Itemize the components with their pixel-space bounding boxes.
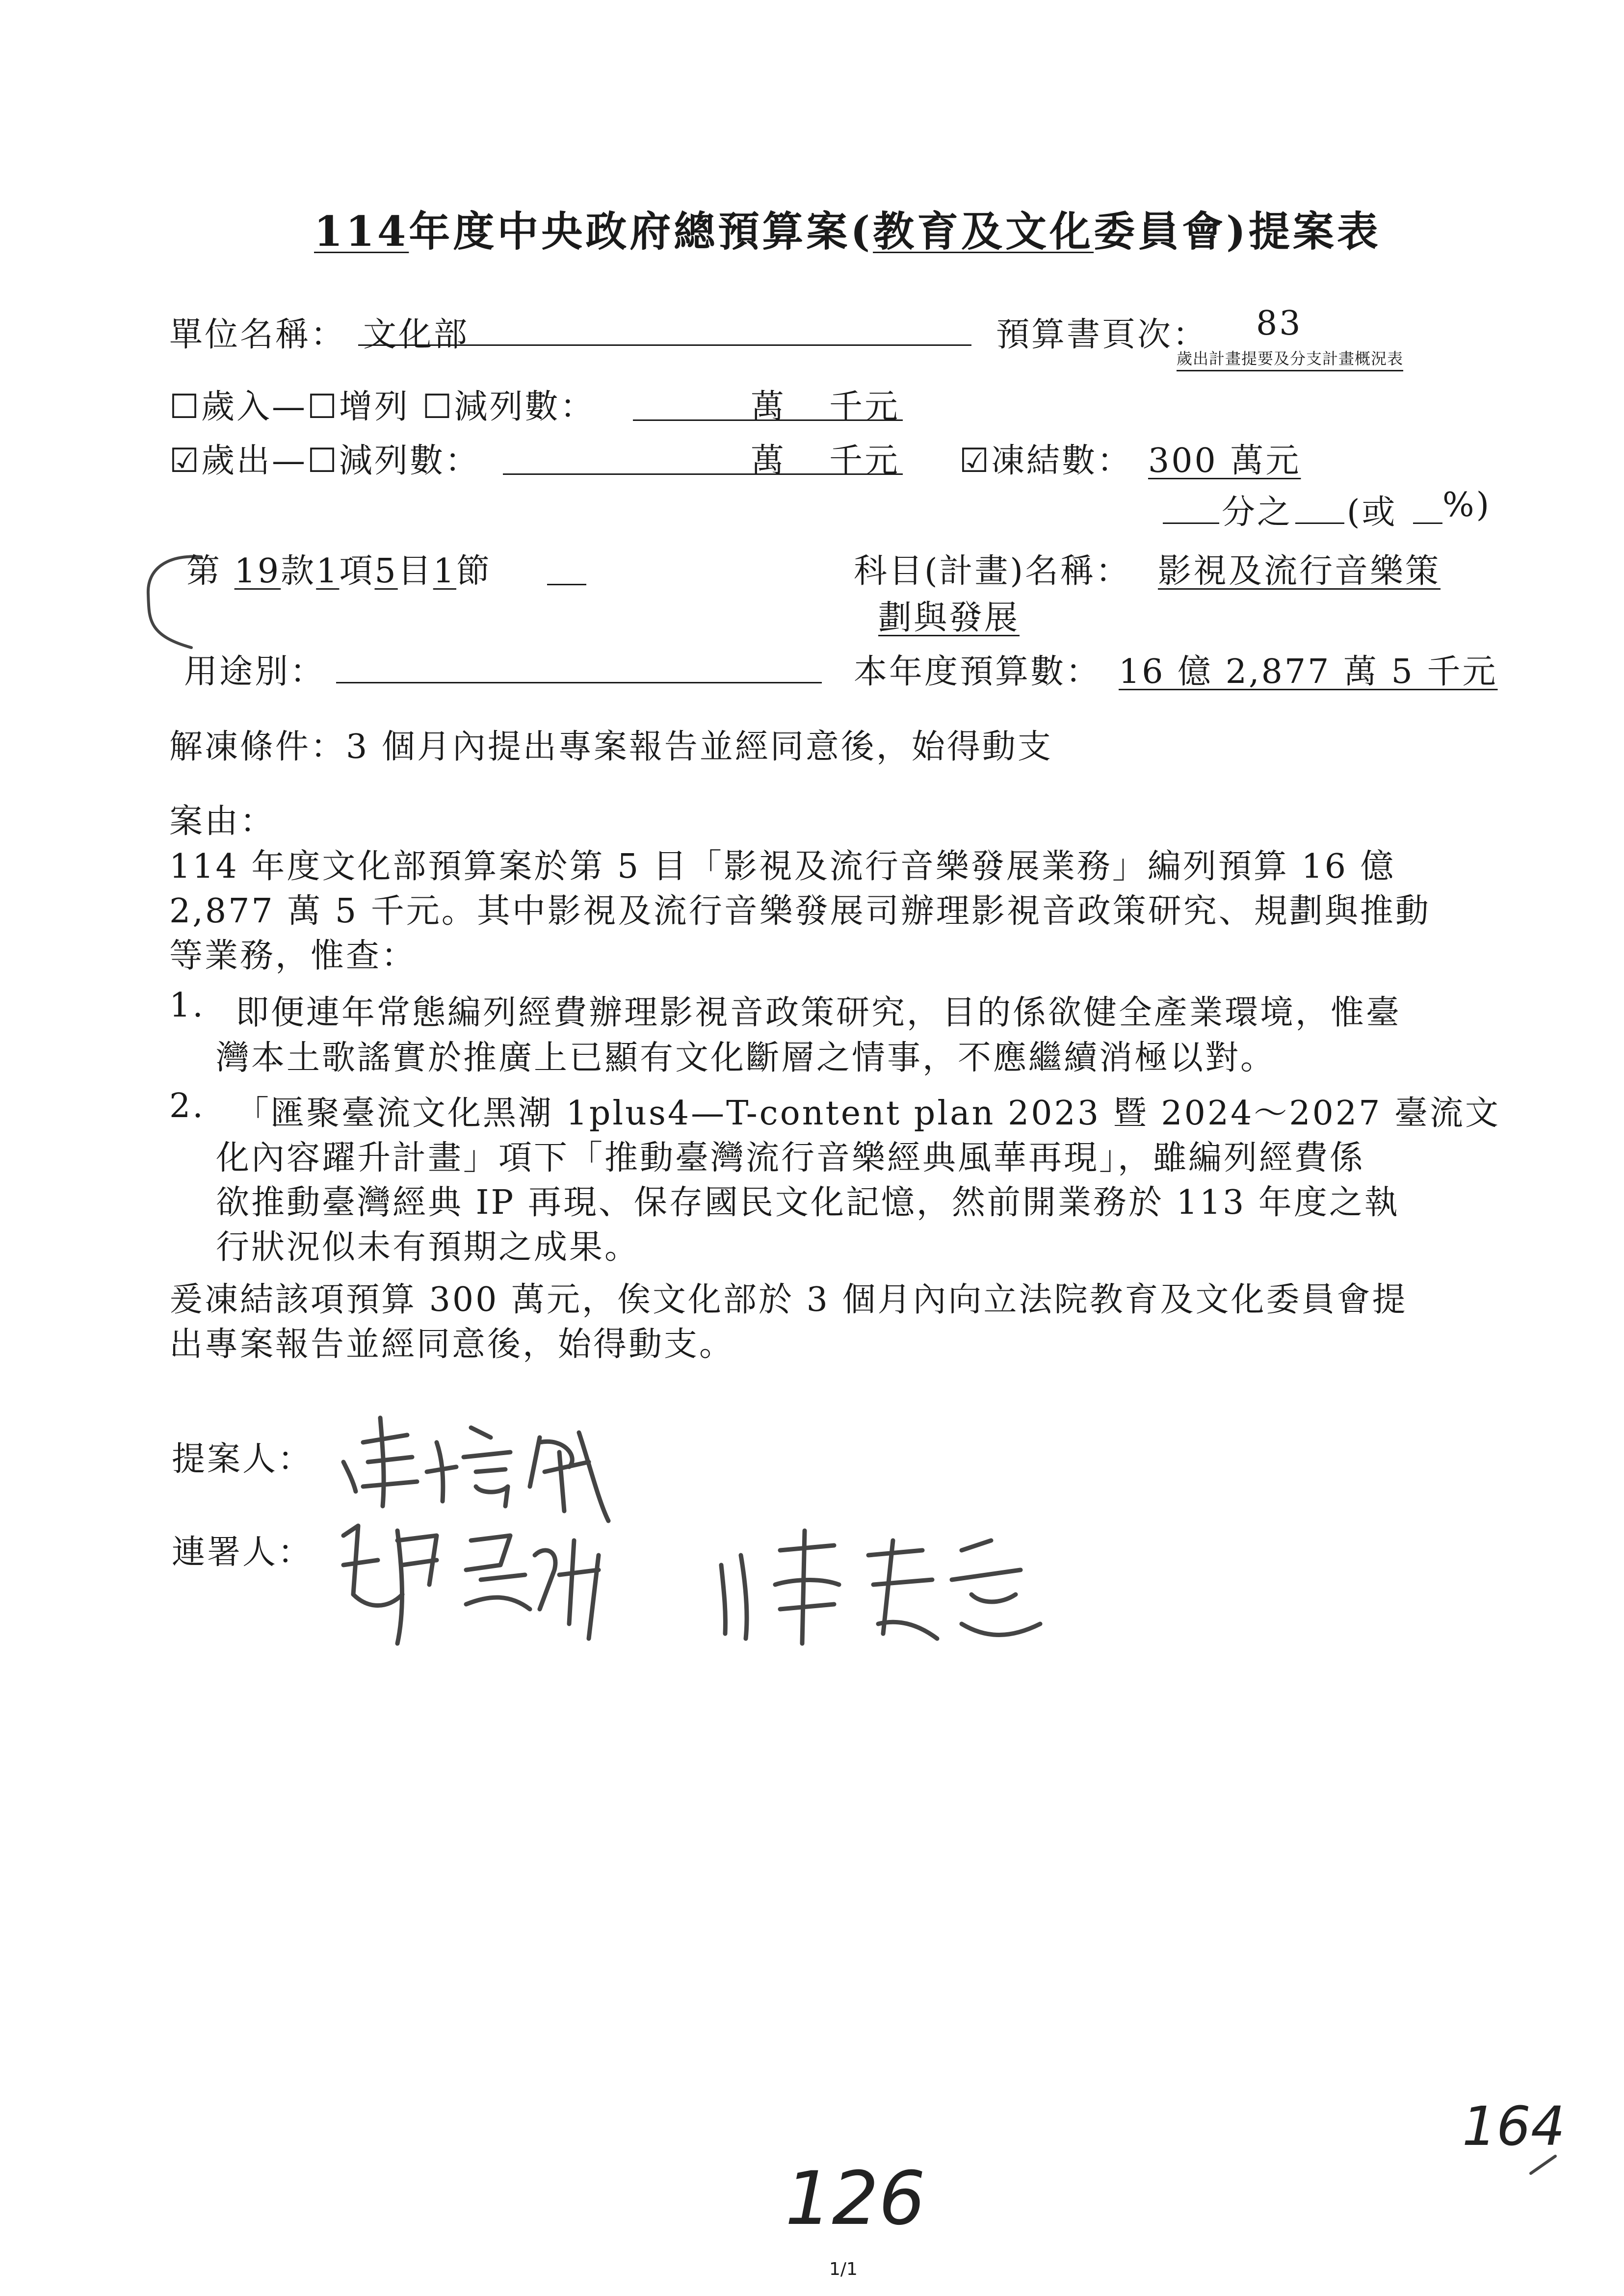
section-kuan: 19 — [234, 552, 281, 591]
subject-label: 科目(計畫)名稱： — [854, 552, 1131, 591]
title-prefix: 年度中央政府總預算案( — [409, 207, 873, 256]
section-prefix: 第 — [186, 552, 222, 591]
freeze-label: ☑凍結數： — [959, 442, 1132, 480]
purpose-underline — [336, 682, 822, 683]
title-committee: 教育及文化 — [873, 207, 1094, 256]
budget-page-value: 83 — [1256, 304, 1303, 343]
document-title — [314, 199, 1381, 258]
reason-line-2: 2,877 萬 5 千元。其中影視及流行音樂發展司辦理影視音政策研究、規劃與推動 — [169, 892, 1431, 931]
section-mu: 5 — [374, 552, 398, 591]
section-tail-underline — [547, 584, 586, 585]
income-row-label: ☐歲入—☐增列 ☐減列數： — [169, 388, 596, 426]
item-1-number: 1. — [169, 986, 205, 1025]
budget-page-label: 預算書頁次： — [996, 315, 1208, 354]
item-2-line-1: 「匯聚臺流文化黑潮 1plus4—T-content plan 2023 暨 2024～2027 臺流文 — [236, 1094, 1501, 1133]
closing-line-2: 出專案報告並經同意後，始得動支。 — [169, 1325, 735, 1364]
unit-value: 文化部 — [363, 315, 470, 354]
item-2-line-4: 行狀況似未有預期之成果。 — [216, 1228, 640, 1267]
fraction-blank-3 — [1413, 522, 1442, 524]
reason-line-1: 114 年度文化部預算案於第 5 目「影視及流行音樂發展業務」編列預算 16 億 — [169, 847, 1396, 886]
title-year: 114 — [314, 207, 409, 256]
section-mu-label: 目 — [397, 552, 433, 591]
fraction-part3: %) — [1442, 486, 1492, 524]
section-xiang: 1 — [316, 552, 340, 591]
cosigner-signature-2 — [707, 1511, 1050, 1658]
fraction-blank-1 — [1163, 522, 1219, 524]
section-xiang-label: 項 — [339, 552, 375, 591]
page-footer: 1/1 — [829, 2259, 858, 2279]
closing-line-1: 爰凍結該項預算 300 萬元，俟文化部於 3 個月內向立法院教育及文化委員會提 — [169, 1280, 1408, 1319]
freeze-value: 300 萬元 — [1148, 442, 1301, 480]
title-suffix: 委員會)提案表 — [1094, 207, 1381, 256]
unit-label: 單位名稱： — [169, 315, 346, 354]
annual-budget-label: 本年度預算數： — [854, 652, 1101, 691]
proposer-label: 提案人： — [172, 1440, 314, 1479]
purpose-label: 用途別： — [184, 652, 326, 691]
income-qian: 千元 — [829, 388, 900, 426]
section-jie-label: 節 — [456, 552, 492, 591]
subject-value-line1: 影視及流行音樂策 — [1158, 552, 1441, 591]
handwritten-number-center: 126 — [785, 2156, 926, 2242]
fraction-part1: 分之 — [1222, 493, 1293, 532]
handwritten-tick — [1526, 2149, 1565, 2178]
handwritten-number-right: 164 — [1462, 2095, 1565, 2158]
cosigner-signature-1 — [324, 1496, 657, 1658]
subject-value-line2: 劃與發展 — [878, 599, 1020, 637]
item-1-line-2: 灣本土歌謠實於推廣上已顯有文化斷層之情事，不應繼續消極以對。 — [216, 1039, 1276, 1077]
reason-heading: 案由： — [169, 802, 276, 841]
expense-wan: 萬 — [751, 442, 786, 480]
section-kuan-label: 款 — [281, 552, 316, 591]
annual-budget-value: 16 億 2,877 萬 5 千元 — [1119, 652, 1498, 691]
item-2-line-3: 欲推動臺灣經典 IP 再現、保存國民文化記憶，然前開業務於 113 年度之執 — [216, 1183, 1400, 1222]
item-2-line-2: 化內容躍升計畫」項下「推動臺灣流行音樂經典風華再現」，雖編列經費係 — [216, 1139, 1365, 1177]
expense-qian: 千元 — [829, 442, 900, 480]
budget-page-note: 歲出計畫提要及分支計畫概況表 — [1177, 349, 1404, 368]
item-2-number: 2. — [169, 1087, 205, 1125]
income-wan: 萬 — [751, 388, 786, 426]
fraction-blank-2 — [1295, 522, 1344, 524]
section-jie: 1 — [433, 552, 457, 591]
unfreeze-condition: 解凍條件：3 個月內提出專案報告並經同意後，始得動支 — [169, 728, 1053, 766]
reason-line-3: 等業務，惟查： — [169, 937, 417, 975]
expense-row-label: ☑歲出—☐減列數： — [169, 442, 480, 480]
section-row — [186, 545, 492, 592]
unit-underline — [358, 344, 971, 346]
item-1-line-1: 即便連年常態編列經費辦理影視音政策研究，目的係欲健全產業環境，惟臺 — [236, 993, 1402, 1032]
fraction-part2: (或 — [1347, 493, 1397, 532]
cosigners-label: 連署人： — [172, 1533, 314, 1572]
